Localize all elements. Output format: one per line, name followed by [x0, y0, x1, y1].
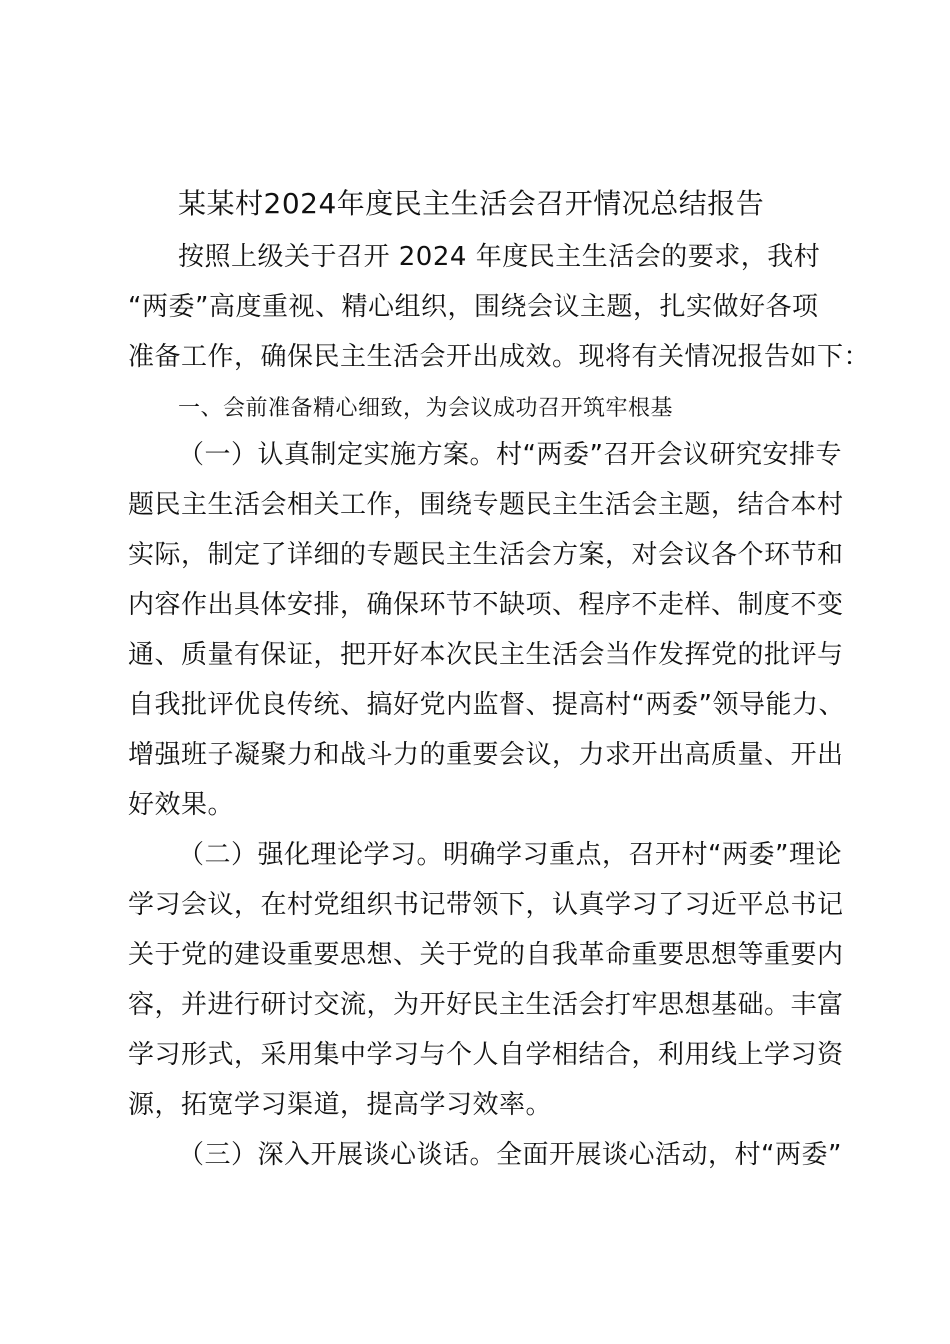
- para2-line-1: （二）强化理论学习。明确学习重点，召开村“两委”理论: [178, 840, 842, 870]
- para2-line-4: 容，并进行研讨交流，为开好民主生活会打牢思想基础。丰富: [128, 990, 844, 1020]
- para1-line-5: 通、质量有保证，把开好本次民主生活会当作发挥党的批评与: [128, 640, 844, 670]
- para1-line-4: 内容作出具体安排，确保环节不缺项、程序不走样、制度不变: [128, 590, 844, 620]
- para1-line-8: 好效果。: [128, 790, 235, 820]
- para1-line-7: 增强班子凝聚力和战斗力的重要会议，力求开出高质量、开出: [128, 740, 844, 770]
- intro-line-2: “两委”高度重视、精心组织，围绕会议主题，扎实做好各项: [128, 292, 819, 322]
- intro-line-1: 按照上级关于召开 2024 年度民主生活会的要求，我村: [178, 242, 821, 272]
- para2-line-3: 关于党的建设重要思想、关于党的自我革命重要思想等重要内: [128, 940, 844, 970]
- intro-line-3: 准备工作，确保民主生活会开出成效。现将有关情况报告如下：: [128, 342, 871, 372]
- document-title: 某某村2024年度民主生活会召开情况总结报告: [178, 187, 765, 220]
- para1-line-2: 题民主生活会相关工作，围绕专题民主生活会主题，结合本村: [128, 490, 844, 520]
- para2-line-2: 学习会议，在村党组织书记带领下，认真学习了习近平总书记: [128, 890, 844, 920]
- para2-line-6: 源，拓宽学习渠道，提高学习效率。: [128, 1090, 553, 1120]
- para3-line-1: （三）深入开展谈心谈话。全面开展谈心活动，村“两委”: [178, 1140, 842, 1170]
- para2-line-5: 学习形式，采用集中学习与个人自学相结合，利用线上学习资: [128, 1040, 844, 1070]
- para1-line-3: 实际，制定了详细的专题民主生活会方案，对会议各个环节和: [128, 540, 844, 570]
- para1-line-1: （一）认真制定实施方案。村“两委”召开会议研究安排专: [178, 440, 842, 470]
- section-heading: 一、会前准备精心细致，为会议成功召开筑牢根基: [178, 396, 674, 421]
- para1-line-6: 自我批评优良传统、搞好党内监督、提高村“两委”领导能力、: [128, 690, 845, 720]
